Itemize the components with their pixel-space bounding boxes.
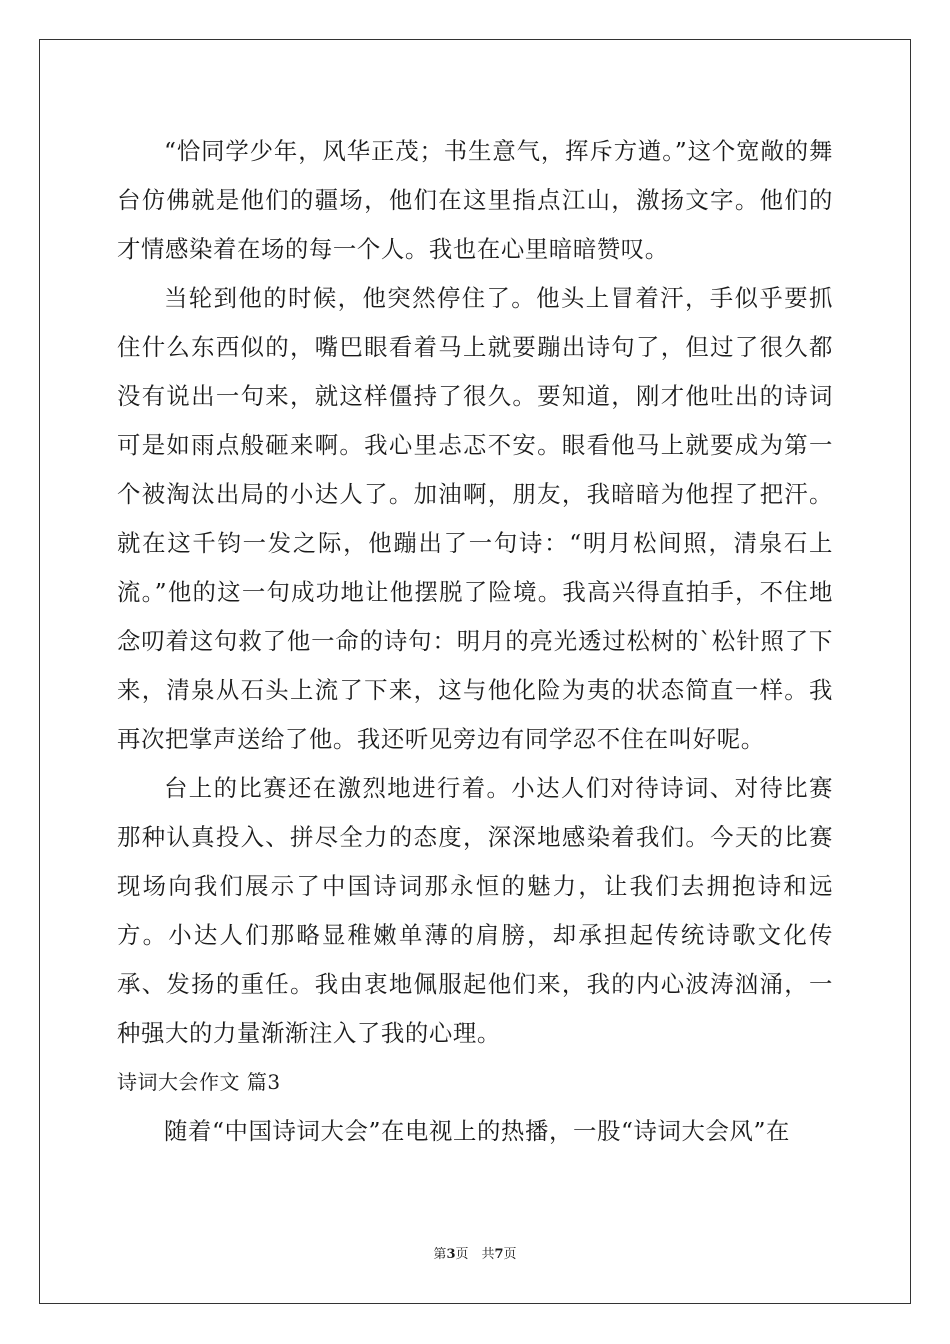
- footer-prefix: 第: [433, 1247, 447, 1262]
- paragraph-2: 当轮到他的时候，他突然停住了。他头上冒着汗，手似乎要抓住什么东西似的，嘴巴眼看着马上就要蹦出诗句了，但过了很久都没有说出一句来，就这样僵持了很久。要知道，刚才他吐出的诗词可是如雨点般砸来啊。我心里忐忑不安。眼看他马上就要成为第一个被淘汰出局的小达人了。加油啊，朋友，我暗暗为他捏了把汗。就在这千钧一发之际，他蹦出了一句诗：“明月松间照，清泉石上流。”他的这一句成功地让他摆脱了险境。我高兴得直拍手，不住地念叨着这句救了他一命的诗句：明月的亮光透过松树的`松针照了下来，清泉从石头上流了下来，这与他化险为夷的状态简直一样。我再次把掌声送给了他。我还听见旁边有同学忍不住在叫好呢。: [117, 284, 833, 753]
- page-footer: [0, 1245, 950, 1265]
- document-body: [117, 127, 833, 1156]
- footer-suffix: 页: [503, 1247, 517, 1262]
- footer-middle: 页 共: [455, 1247, 495, 1262]
- paragraph-1: “恰同学少年，风华正茂；书生意气，挥斥方遒。”这个宽敞的舞台仿佛就是他们的疆场，他们在这里指点江山，激扬文字。他们的才情感染着在场的每一个人。我也在心里暗暗赞叹。: [117, 137, 833, 263]
- paragraph-4: 随着“中国诗词大会”在电视上的热播，一股“诗词大会风”在: [164, 1117, 791, 1145]
- footer-page-number: 3: [446, 1247, 456, 1262]
- paragraph-3: 台上的比赛还在激烈地进行着。小达人们对待诗词、对待比赛那种认真投入、拼尽全力的态度，深深地感染着我们。今天的比赛现场向我们展示了中国诗词那永恒的魅力，让我们去拥抱诗和远方。小达人们那略显稚嫩单薄的肩膀，却承担起传统诗歌文化传承、发扬的重任。我由衷地佩服起他们来，我的内心波涛汹涌，一种强大的力量渐渐注入了我的心理。: [117, 774, 833, 1047]
- section-heading: 诗词大会作文 篇3: [117, 1070, 281, 1094]
- footer-total-pages: 7: [494, 1247, 504, 1262]
